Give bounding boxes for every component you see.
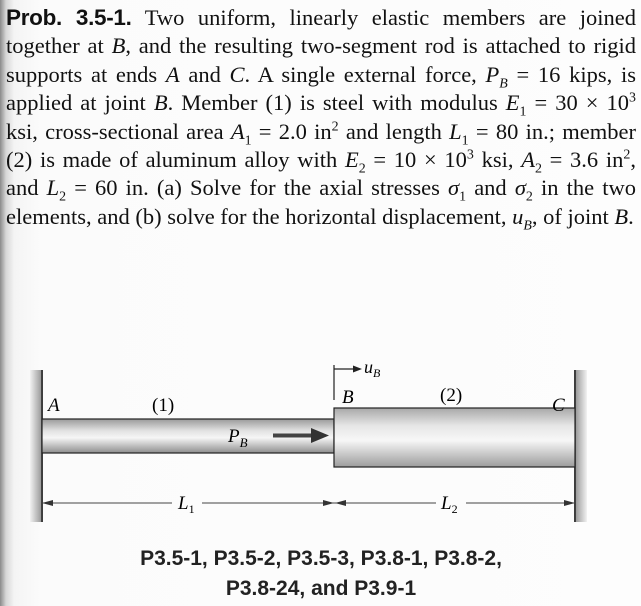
problem-number: Prob. 3.5-1. [6, 5, 132, 30]
member-2-rod [334, 408, 575, 467]
problem-statement [6, 4, 637, 234]
problem-text: Two uniform, linearly elastic members are joined together at B, and the resulting two-segment rod is attached to rigid supports at ends A and C. A single external force, $P_B = 16$ kips, is applied at joint B. Member (1) is steel with modulus $E_1 = 30 \times 10^3$ ksi, cross-sectional area $A_1 = 2.0$ $in^2$ and length $L_1 = 80$ in.; member (2) is made of aluminum alloy with $E_2 = 10 \times 10^3$ ksi, $A_2 = 3.6$ $in^2$, and $L_2 = 60$ in. (a) Solve for the axial stresses $\sigma_1$ and $\sigma_2$ in the two elements, and (b) solve for the horizontal displacement, $u_B$, of joint B. [6, 5, 637, 234]
label-member-1: (1) [152, 395, 175, 416]
figure-caption [36, 544, 606, 604]
label-c: C [552, 395, 565, 416]
label-member-2: (2) [440, 385, 463, 406]
length-1-label: $L_1$ [178, 493, 195, 516]
label-a: A [48, 395, 60, 416]
caption-line-2: P3.8-24, and P3.9-1 [225, 577, 417, 600]
force-label: $P_B$ [228, 426, 248, 450]
length-2-label: $L_2$ [441, 493, 458, 516]
label-b: B [342, 387, 354, 408]
displacement-arrow-icon [353, 366, 362, 373]
rod-figure [0, 345, 641, 535]
displacement-label: $u_B$ [364, 357, 381, 380]
left-support [30, 370, 43, 522]
right-support [574, 370, 587, 522]
caption-line-1: P3.5-1, P3.5-2, P3.5-3, P3.8-1, P3.8-2, [140, 547, 502, 570]
